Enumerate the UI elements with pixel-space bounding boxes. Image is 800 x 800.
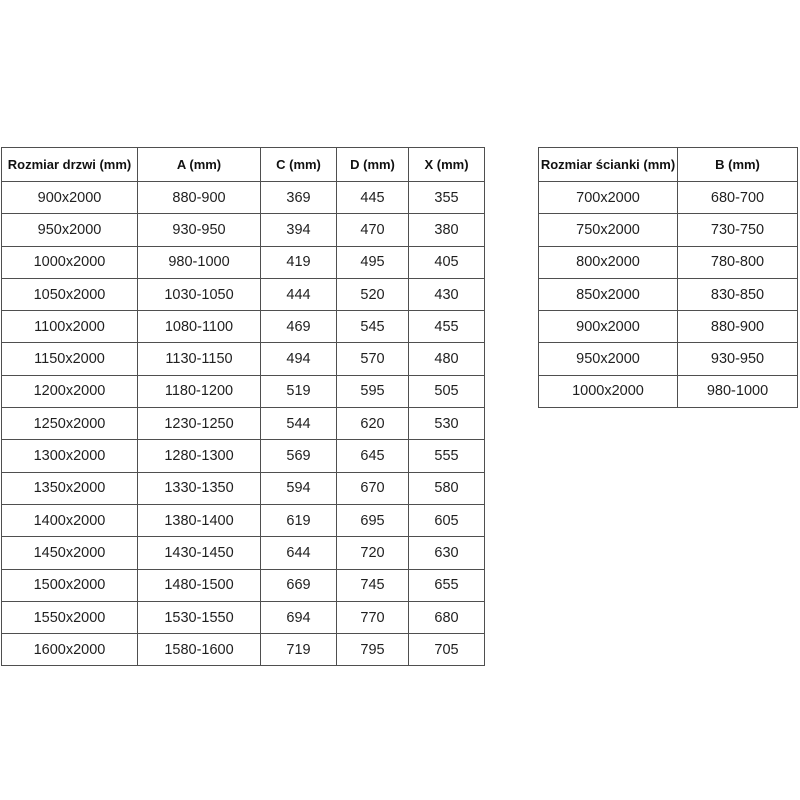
table-cell: 444 <box>261 278 337 310</box>
table-cell: 605 <box>409 504 485 536</box>
table-cell: 419 <box>261 246 337 278</box>
table-header-row <box>539 148 798 182</box>
table-row <box>2 634 485 666</box>
column-header: X (mm) <box>409 148 485 182</box>
table-cell: 669 <box>261 569 337 601</box>
table-cell: 1380-1400 <box>138 504 261 536</box>
table-cell: 580 <box>409 472 485 504</box>
table-cell: 795 <box>337 634 409 666</box>
table-cell: 619 <box>261 504 337 536</box>
table-cell: 670 <box>337 472 409 504</box>
table-cell: 1600x2000 <box>2 634 138 666</box>
table-cell: 1500x2000 <box>2 569 138 601</box>
table-row <box>2 601 485 633</box>
table-cell: 700x2000 <box>539 182 678 214</box>
table-cell: 950x2000 <box>2 214 138 246</box>
table-cell: 850x2000 <box>539 278 678 310</box>
table-cell: 830-850 <box>678 278 798 310</box>
door-dimensions-table <box>1 147 485 666</box>
table-row <box>2 537 485 569</box>
table-header-row <box>2 148 485 182</box>
table-row <box>539 246 798 278</box>
table-row <box>539 375 798 407</box>
table-row <box>2 182 485 214</box>
table-row <box>539 278 798 310</box>
table-cell: 680-700 <box>678 182 798 214</box>
table-row <box>539 182 798 214</box>
table-cell: 369 <box>261 182 337 214</box>
table-cell: 1150x2000 <box>2 343 138 375</box>
table-cell: 1030-1050 <box>138 278 261 310</box>
table-cell: 900x2000 <box>2 182 138 214</box>
table-cell: 1230-1250 <box>138 408 261 440</box>
table-cell: 980-1000 <box>138 246 261 278</box>
table-cell: 470 <box>337 214 409 246</box>
table-cell: 555 <box>409 440 485 472</box>
column-header: Rozmiar drzwi (mm) <box>2 148 138 182</box>
table-cell: 1180-1200 <box>138 375 261 407</box>
table-cell: 1430-1450 <box>138 537 261 569</box>
table-row <box>2 278 485 310</box>
column-header: D (mm) <box>337 148 409 182</box>
table-cell: 695 <box>337 504 409 536</box>
table-row <box>2 343 485 375</box>
table-cell: 719 <box>261 634 337 666</box>
table-cell: 1280-1300 <box>138 440 261 472</box>
table-cell: 930-950 <box>138 214 261 246</box>
table-cell: 545 <box>337 311 409 343</box>
table-cell: 594 <box>261 472 337 504</box>
table-cell: 680 <box>409 601 485 633</box>
table-cell: 1450x2000 <box>2 537 138 569</box>
table-cell: 1080-1100 <box>138 311 261 343</box>
table-cell: 1000x2000 <box>2 246 138 278</box>
table-cell: 1100x2000 <box>2 311 138 343</box>
table-row <box>2 408 485 440</box>
table-row <box>2 246 485 278</box>
table-cell: 570 <box>337 343 409 375</box>
table-cell: 480 <box>409 343 485 375</box>
table-cell: 380 <box>409 214 485 246</box>
table-cell: 1330-1350 <box>138 472 261 504</box>
table-cell: 1050x2000 <box>2 278 138 310</box>
table-cell: 1580-1600 <box>138 634 261 666</box>
table-cell: 655 <box>409 569 485 601</box>
table-cell: 770 <box>337 601 409 633</box>
table-cell: 469 <box>261 311 337 343</box>
table-cell: 750x2000 <box>539 214 678 246</box>
table-cell: 730-750 <box>678 214 798 246</box>
table-row <box>2 375 485 407</box>
table-cell: 544 <box>261 408 337 440</box>
table-cell: 980-1000 <box>678 375 798 407</box>
table-cell: 505 <box>409 375 485 407</box>
table-cell: 520 <box>337 278 409 310</box>
table-cell: 355 <box>409 182 485 214</box>
table-cell: 1130-1150 <box>138 343 261 375</box>
table-cell: 1000x2000 <box>539 375 678 407</box>
table-cell: 569 <box>261 440 337 472</box>
table-cell: 495 <box>337 246 409 278</box>
table-cell: 455 <box>409 311 485 343</box>
table-cell: 950x2000 <box>539 343 678 375</box>
column-header: C (mm) <box>261 148 337 182</box>
table-row <box>2 569 485 601</box>
table-cell: 1300x2000 <box>2 440 138 472</box>
table-cell: 694 <box>261 601 337 633</box>
table-row <box>2 214 485 246</box>
table-row <box>2 440 485 472</box>
table-cell: 645 <box>337 440 409 472</box>
wall-dimensions-table <box>538 147 798 408</box>
table-cell: 745 <box>337 569 409 601</box>
table-cell: 1530-1550 <box>138 601 261 633</box>
table-cell: 930-950 <box>678 343 798 375</box>
table-cell: 1550x2000 <box>2 601 138 633</box>
table-row <box>539 311 798 343</box>
table-cell: 800x2000 <box>539 246 678 278</box>
table-cell: 630 <box>409 537 485 569</box>
table-cell: 880-900 <box>138 182 261 214</box>
table-row <box>539 214 798 246</box>
table-row <box>2 311 485 343</box>
table-cell: 1250x2000 <box>2 408 138 440</box>
table-cell: 405 <box>409 246 485 278</box>
table-cell: 705 <box>409 634 485 666</box>
table-cell: 394 <box>261 214 337 246</box>
column-header: B (mm) <box>678 148 798 182</box>
table-cell: 1400x2000 <box>2 504 138 536</box>
table-cell: 880-900 <box>678 311 798 343</box>
table-cell: 445 <box>337 182 409 214</box>
table-row <box>2 504 485 536</box>
table-cell: 1480-1500 <box>138 569 261 601</box>
table-cell: 595 <box>337 375 409 407</box>
table-cell: 1200x2000 <box>2 375 138 407</box>
table-cell: 620 <box>337 408 409 440</box>
table-cell: 494 <box>261 343 337 375</box>
table-row <box>539 343 798 375</box>
table-cell: 780-800 <box>678 246 798 278</box>
column-header: A (mm) <box>138 148 261 182</box>
table-cell: 900x2000 <box>539 311 678 343</box>
column-header: Rozmiar ścianki (mm) <box>539 148 678 182</box>
table-cell: 1350x2000 <box>2 472 138 504</box>
table-cell: 430 <box>409 278 485 310</box>
table-row <box>2 472 485 504</box>
table-cell: 644 <box>261 537 337 569</box>
table-cell: 530 <box>409 408 485 440</box>
table-cell: 720 <box>337 537 409 569</box>
table-cell: 519 <box>261 375 337 407</box>
